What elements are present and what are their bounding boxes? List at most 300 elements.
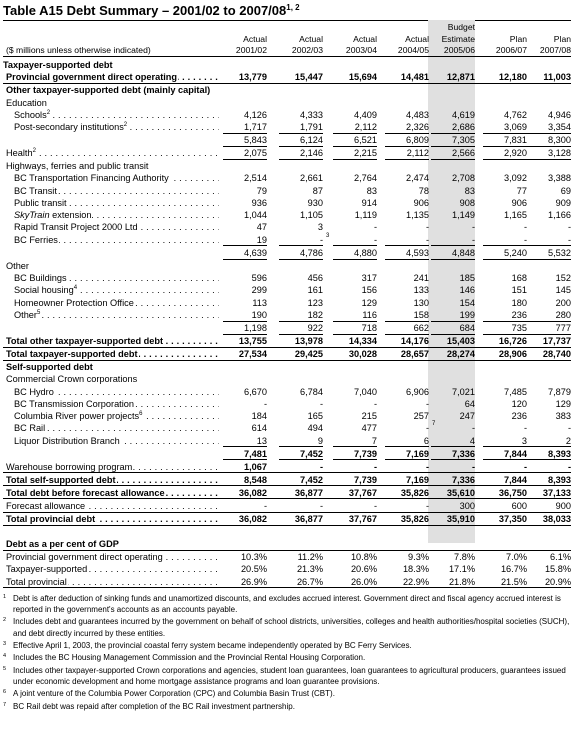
row-label-value: BC Transmission Corporation (14, 398, 134, 409)
row-label (6, 160, 219, 172)
row-label-text (6, 462, 133, 472)
value-cell: 7.0% (506, 552, 527, 563)
value-cell: 3,354 (548, 122, 571, 133)
row-label-text (14, 110, 51, 120)
row-label-text (6, 374, 137, 384)
value-cell: 7,021 (452, 386, 475, 397)
value-cell: 7,844 (504, 474, 527, 485)
value-cell: 600 (511, 500, 527, 511)
cell-footnote-ref: 7 (432, 421, 436, 428)
value-cell: 16.7% (500, 564, 527, 575)
column-header-l2-3: Actual (405, 33, 429, 44)
value-cell: 113 (252, 297, 267, 308)
value-cell: 182 (307, 309, 323, 320)
table-row (3, 398, 571, 410)
value-cell: 4,946 (548, 109, 571, 120)
table-row (3, 185, 571, 197)
value-cell: - (567, 234, 571, 245)
footnote-number: 7 (3, 701, 7, 708)
value-cell: 900 (555, 500, 571, 511)
value-cell: 145 (555, 285, 571, 296)
value-cell: 2,326 (406, 122, 429, 133)
footnote (3, 616, 571, 638)
value-cell: 718 (361, 322, 377, 333)
row-label (6, 500, 219, 512)
value-cell: 922 (307, 322, 323, 333)
value-cell: 7,481 (244, 448, 267, 459)
value-cell: 17.1% (448, 564, 475, 575)
value-cell: 7,169 (406, 448, 429, 459)
value-cell: 2,112 (406, 148, 429, 159)
value-cell: 190 (251, 309, 267, 320)
footnote-text: Includes the BC Housing Management Commission and the Provincial Rental Housing Corporation. (13, 653, 366, 663)
value-cell: 3,128 (548, 148, 571, 159)
value-cell: 161 (307, 285, 323, 296)
value-cell: 11,003 (543, 72, 571, 83)
row-label (14, 398, 219, 410)
value-cell: 1,717 (244, 122, 267, 133)
value-cell: 20.6% (350, 564, 377, 575)
row-label (14, 221, 219, 233)
value-cell: 6,809 (406, 135, 429, 146)
value-cell: 28,740 (542, 348, 571, 359)
value-cell: 4,880 (354, 247, 377, 258)
section-heading (3, 59, 571, 71)
row-label (6, 84, 219, 96)
value-cell: 158 (413, 309, 429, 320)
row-label-text (14, 122, 128, 132)
value-cell: - (523, 461, 527, 472)
value-cell: 1,105 (300, 210, 323, 221)
footnote (3, 665, 571, 687)
value-cell: - (471, 423, 475, 434)
value-cell: 146 (459, 285, 475, 296)
value-cell: 20.9% (544, 576, 571, 587)
value-cell: - (373, 461, 377, 472)
column-header-l2-1: Actual (299, 33, 323, 44)
value-cell: - (373, 234, 377, 245)
value-cell: 7,305 (452, 135, 475, 146)
value-cell: - (567, 222, 571, 233)
value-cell: 120 (511, 398, 527, 409)
row-label (6, 97, 219, 109)
column-header-l2-5: Plan (509, 33, 527, 44)
footnote-text: BC Rail debt was repaid after completion of the BC Rail investment partnership. (13, 701, 295, 711)
value-cell: 1,119 (354, 210, 377, 221)
row-label (6, 563, 219, 575)
table-row (3, 160, 571, 172)
value-cell: 456 (307, 273, 323, 284)
value-cell: 15,403 (446, 335, 475, 346)
column-header-l3-6: 2007/08 (539, 45, 571, 55)
value-cell: 4,848 (452, 247, 475, 258)
value-cell: 168 (511, 273, 527, 284)
row-label-text (14, 198, 68, 208)
value-cell: 2,514 (244, 173, 267, 184)
row-label-value: Total taxpayer-supported debt (6, 348, 138, 359)
row-label-value: Taxpayer-supported debt (3, 60, 113, 70)
value-cell: 1,044 (244, 210, 267, 221)
value-cell: 2,075 (244, 148, 267, 159)
value-cell: 29,425 (294, 348, 323, 359)
value-cell: 19 (256, 234, 267, 245)
value-cell: - (373, 398, 377, 409)
value-cell: 185 (459, 273, 475, 284)
table-row (3, 284, 571, 296)
value-cell: 2,215 (354, 148, 377, 159)
row-label-text (14, 235, 59, 245)
value-cell: 152 (555, 273, 571, 284)
row-label (14, 185, 219, 197)
value-cell: - (319, 398, 323, 409)
table-row (3, 513, 571, 525)
value-cell: 7,336 (452, 448, 475, 459)
table-row (3, 71, 571, 83)
value-cell: 20.5% (240, 564, 267, 575)
table-row (3, 538, 571, 550)
value-cell: 83 (464, 185, 475, 196)
row-label (6, 461, 219, 473)
value-cell: 26.7% (296, 576, 323, 587)
row-label-value: Debt as a per cent of GDP (6, 539, 119, 550)
table-row (3, 297, 571, 309)
row-label-text (14, 298, 135, 308)
value-cell: - (319, 500, 323, 511)
table-title-text: Table A15 Debt Summary – 2001/02 to 2007/08 (3, 3, 287, 18)
row-label-text (14, 210, 92, 220)
value-cell: 47 (256, 222, 267, 233)
value-cell: 1,165 (504, 210, 527, 221)
value-cell: 383 (555, 411, 571, 421)
value-cell: 5,532 (548, 247, 571, 258)
table-row (3, 84, 571, 96)
row-label-value: Total other taxpayer-supported debt (6, 335, 164, 346)
value-cell: 18.3% (402, 564, 429, 575)
value-cell: 3,069 (504, 122, 527, 133)
table-row (3, 234, 571, 246)
footnote-ref: 5 (36, 309, 41, 316)
value-cell: 299 (251, 285, 267, 296)
value-cell: 36,082 (238, 513, 267, 524)
row-label (6, 260, 219, 272)
value-cell: - (425, 222, 429, 233)
row-label-text (14, 273, 68, 283)
value-cell: - (263, 398, 267, 409)
value-cell: 27,534 (238, 348, 267, 359)
value-cell: 37,767 (348, 487, 377, 498)
value-cell: - (425, 234, 429, 245)
value-cell: 3,388 (548, 173, 571, 184)
row-label-text (6, 552, 164, 562)
value-cell: - (471, 461, 475, 472)
value-cell: 200 (555, 297, 571, 308)
table-row (3, 361, 571, 373)
value-cell: - (523, 234, 527, 245)
value-cell: - (425, 461, 429, 472)
row-label-text (3, 60, 113, 70)
value-cell: 2,686 (452, 122, 475, 133)
value-cell: 36,877 (294, 487, 323, 498)
value-cell: 6,906 (406, 386, 429, 397)
column-header-l1-4: Budget (447, 22, 475, 32)
value-cell: 7,336 (452, 474, 475, 485)
value-cell: 36,877 (294, 513, 323, 524)
value-cell: 15,447 (294, 72, 323, 83)
row-label-text (14, 387, 55, 397)
subtotal-row (3, 448, 571, 460)
value-cell: 777 (555, 322, 571, 333)
value-cell: 37,350 (498, 513, 527, 524)
row-rule (3, 587, 571, 588)
table-row (3, 373, 571, 385)
value-cell: 130 (413, 297, 429, 308)
value-cell: 133 (413, 285, 429, 296)
footnote-text: Debt is after deduction of sinking funds and unamortized discounts, and excludes accrued interest. Government direct and fiscal agency accrued interest is reported in the government's accounts as an accounts payable. (13, 593, 561, 614)
table-row (3, 410, 571, 422)
table-row (3, 147, 571, 159)
value-cell: 236 (511, 411, 527, 421)
value-cell: 477 (361, 423, 377, 434)
row-label (14, 109, 219, 121)
table-row (3, 335, 571, 347)
value-cell: 16,726 (498, 335, 527, 346)
value-cell: 28,906 (498, 348, 527, 359)
value-cell: 7.8% (454, 552, 475, 563)
value-cell: 9 (317, 435, 323, 446)
table-title (3, 2, 571, 21)
row-label-text (14, 436, 121, 446)
table-row (3, 422, 571, 434)
value-cell: 13 (256, 435, 267, 446)
value-cell: 77 (516, 185, 527, 196)
table-row (3, 272, 571, 284)
row-label-rest: extension (49, 210, 92, 221)
value-cell: 13,779 (238, 72, 267, 83)
column-header-l2-6: Plan (553, 33, 571, 44)
table-row (3, 474, 571, 486)
footnote-text: Includes debt and guarantees incurred by the government on behalf of school districts, universities, colleges and health authorities/hospital societies (SUCH), and debt directly incurred by these entities. (13, 617, 570, 638)
row-label-value: BC Buildings (14, 273, 67, 284)
row-label-value: Highways, ferries and public transit (6, 161, 149, 172)
footnote-number: 2 (3, 617, 7, 624)
value-cell: 662 (413, 322, 429, 333)
footnote (3, 593, 571, 615)
footnote-text: Includes other taxpayer-supported Crown corporations and agencies, student loan guarantees, loan guarantees to agricultural producers, guarantees issued under economic development and home mortgage assistance programs and loan guarantee provisions. (13, 665, 566, 686)
value-cell: 22.9% (402, 576, 429, 587)
value-cell: - (319, 234, 323, 245)
row-label-text (6, 336, 164, 346)
value-cell: 13,978 (294, 335, 323, 346)
value-cell: 3,092 (504, 173, 527, 184)
value-cell: 7,040 (354, 386, 377, 397)
cell-footnote-ref: 3 (326, 232, 330, 239)
value-cell: 2,708 (452, 173, 475, 184)
column-header-l3-3: 2004/05 (397, 45, 429, 55)
value-cell: 8,393 (548, 474, 571, 485)
value-cell: 7,452 (300, 448, 323, 459)
value-cell: 6 (423, 435, 429, 446)
row-label (14, 435, 219, 447)
row-label-text (6, 539, 119, 549)
footnote (3, 640, 571, 651)
row-label (6, 373, 219, 385)
footnote-ref: 2 (123, 122, 128, 129)
row-label-value: Forecast allowance (6, 500, 86, 511)
value-cell: 2,146 (300, 148, 323, 159)
value-cell: 15,694 (348, 72, 377, 83)
row-label-text (6, 349, 139, 359)
value-cell: 129 (361, 297, 377, 308)
footnote (3, 652, 571, 663)
row-label-value: Total provincial (6, 576, 67, 587)
value-cell: 10.3% (240, 552, 267, 563)
row-label-text (6, 501, 86, 511)
row-label (6, 348, 219, 360)
value-cell: - (425, 423, 429, 434)
value-cell: 300 (459, 500, 475, 511)
value-cell: 4,333 (300, 109, 323, 120)
value-cell: - (373, 222, 377, 233)
value-cell: 2 (565, 435, 571, 446)
value-cell: 6,670 (244, 386, 267, 397)
value-cell: 10.8% (350, 552, 377, 563)
value-cell: 7,739 (354, 448, 377, 459)
row-label-value: Education (6, 97, 47, 108)
value-cell: 909 (555, 197, 571, 208)
footnote-number: 3 (3, 640, 7, 647)
row-label (14, 272, 219, 284)
value-cell: 7,879 (548, 386, 571, 397)
value-cell: 1,198 (244, 322, 267, 333)
value-cell: 35,610 (446, 487, 475, 498)
row-label-value: Schools (14, 109, 47, 120)
footnote-ref: 4 (73, 285, 78, 292)
value-cell: 199 (459, 309, 475, 320)
row-label-value: Total self-supported debt (6, 474, 116, 485)
value-cell: 14,481 (400, 72, 429, 83)
value-cell: 21.3% (296, 564, 323, 575)
value-cell: - (471, 234, 475, 245)
row-label-text (6, 85, 210, 95)
row-label (6, 361, 219, 373)
footnote-number: 4 (3, 653, 7, 660)
value-cell: 1,135 (406, 210, 429, 221)
value-cell: 165 (307, 411, 323, 421)
row-label (6, 576, 219, 588)
value-cell: 35,826 (400, 513, 429, 524)
row-label-value: Post-secondary institutions (14, 122, 124, 133)
table-row (3, 551, 571, 563)
value-cell: 7,169 (406, 474, 429, 485)
value-cell: 215 (361, 411, 377, 421)
value-cell: 116 (362, 309, 377, 320)
value-cell: 906 (413, 197, 429, 208)
value-cell: 4,126 (244, 109, 267, 120)
value-cell: 614 (251, 423, 267, 434)
row-label-text (14, 186, 58, 196)
row-label-value: Provincial government direct operating (6, 72, 178, 83)
row-label-value: Self-supported debt (6, 362, 93, 372)
value-cell: 8,300 (548, 135, 571, 146)
row-label-value: Taxpayer-supported (6, 564, 88, 575)
row-label (14, 234, 219, 246)
value-cell: - (425, 500, 429, 511)
row-label (14, 309, 219, 321)
table-row (3, 221, 571, 233)
value-cell: 26.9% (240, 576, 267, 587)
column-header-l3-5: 2006/07 (495, 45, 527, 55)
row-label-text (14, 411, 143, 421)
subtotal-row (3, 322, 571, 334)
value-cell: 129 (555, 398, 571, 409)
value-cell: 241 (413, 273, 429, 284)
value-cell: 5,240 (504, 247, 527, 258)
row-label (14, 410, 219, 422)
value-cell: 83 (366, 185, 377, 196)
table-row (3, 309, 571, 321)
row-label-text (6, 72, 178, 82)
value-cell: - (567, 423, 571, 434)
value-cell: - (523, 423, 527, 434)
row-label (14, 297, 219, 309)
table-row (3, 348, 571, 360)
value-cell: - (319, 461, 323, 472)
value-cell: 1,149 (452, 210, 475, 221)
row-label-value: Public transit (14, 197, 67, 208)
value-cell: 7,485 (504, 386, 527, 397)
value-cell: - (523, 222, 527, 233)
value-cell: 9.3% (408, 552, 429, 563)
value-cell: 180 (511, 297, 527, 308)
row-label-value: Columbia River power projects (14, 411, 140, 421)
value-cell: 35,910 (446, 513, 475, 524)
value-cell: 257 (413, 411, 429, 421)
row-label-value: BC Transportation Financing Authority (14, 173, 169, 184)
value-cell: 154 (459, 297, 475, 308)
value-cell: 11.2% (297, 552, 323, 563)
value-cell: 930 (307, 197, 323, 208)
value-cell: - (425, 398, 429, 409)
value-cell: 4,593 (406, 247, 429, 258)
value-cell: 4 (469, 435, 475, 446)
value-cell: 1,067 (244, 461, 267, 472)
value-cell: 30,028 (348, 348, 377, 359)
value-cell: 2,112 (354, 122, 377, 133)
table-row (3, 260, 571, 272)
value-cell: 3 (521, 435, 527, 446)
row-label (14, 197, 219, 209)
value-cell: 38,033 (542, 513, 571, 524)
row-label (6, 71, 219, 83)
value-cell: 37,767 (348, 513, 377, 524)
value-cell: 4,786 (300, 247, 323, 258)
value-cell: 8,393 (548, 448, 571, 459)
row-label-value: BC Rail (14, 423, 46, 434)
value-cell: 494 (307, 423, 323, 434)
value-cell: 7,739 (354, 474, 377, 485)
footnote (3, 701, 571, 712)
value-cell: 8,548 (244, 474, 267, 485)
row-label (6, 487, 219, 499)
row-label-italic: SkyTrain (14, 210, 50, 221)
value-cell: 184 (251, 411, 267, 421)
row-label (3, 59, 253, 71)
footnote-number: 6 (3, 689, 7, 696)
column-header-l3-0: 2001/02 (235, 45, 267, 55)
value-cell: 17,737 (542, 335, 571, 346)
row-label-text (14, 310, 41, 320)
value-cell: 87 (312, 185, 323, 196)
